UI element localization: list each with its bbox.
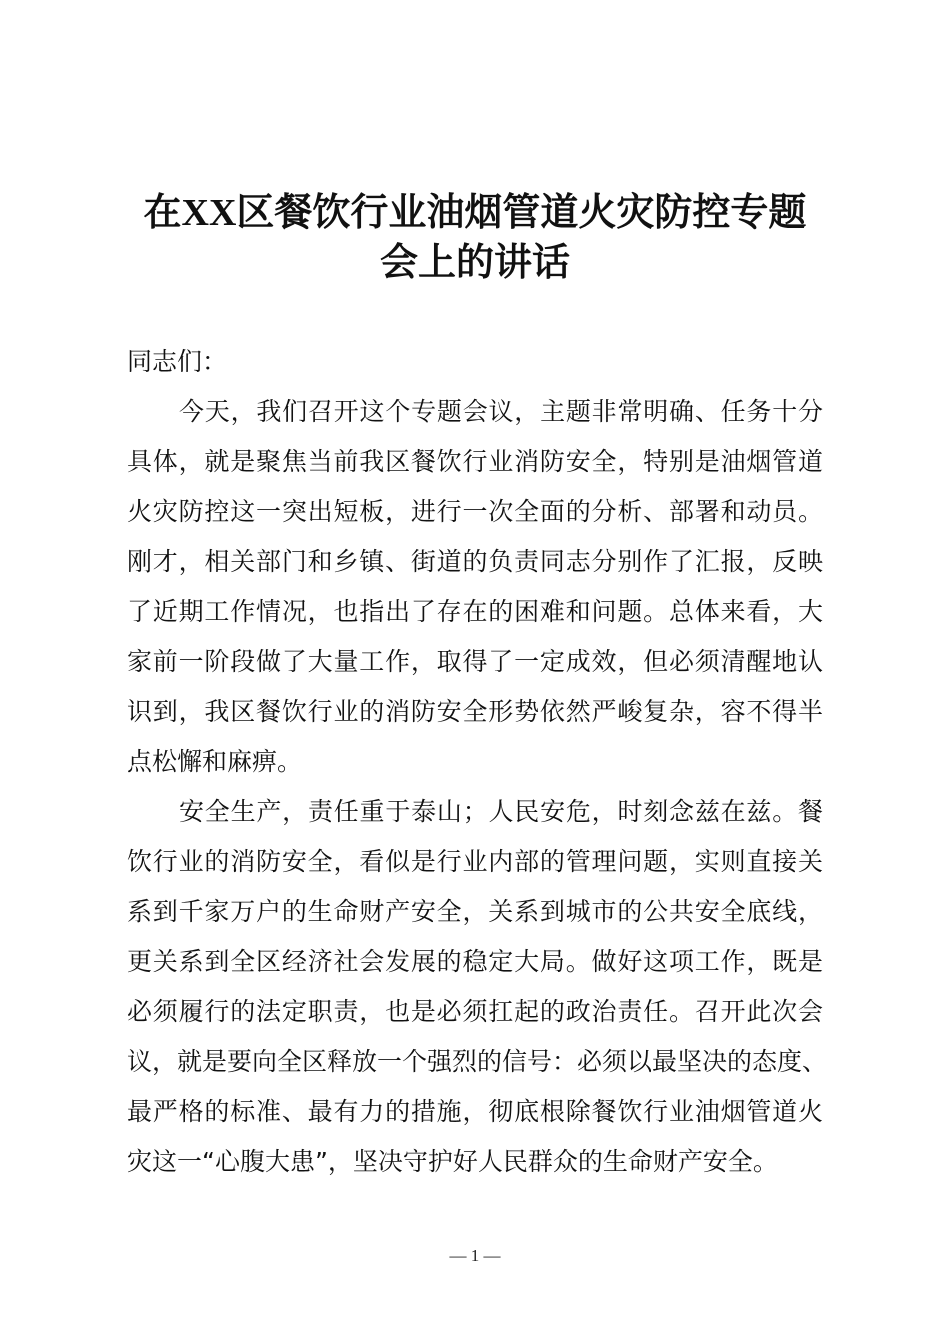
paragraph-2	[127, 787, 828, 1187]
paragraph-line: 必须履行的法定职责，也是必须扛起的政治责任。召开此次会	[127, 997, 823, 1026]
paragraph-line: 系到千家万户的生命财产安全，关系到城市的公共安全底线，	[127, 897, 823, 926]
paragraph-line: 点松懈和麻痹。	[127, 747, 303, 776]
paragraph-line: 灾这一“心腹大患”，坚决守护好人民群众的生命财产安全。	[127, 1147, 778, 1176]
document-body	[127, 337, 828, 1187]
paragraph-line: 更关系到全区经济社会发展的稳定大局。做好这项工作，既是	[127, 947, 823, 976]
title-line-1: 在XX区餐饮行业油烟管道火灾防控专题	[143, 192, 807, 234]
paragraph-line: 了近期工作情况，也指出了存在的困难和问题。总体来看，大	[127, 597, 823, 626]
paragraph-line: 家前一阶段做了大量工作，取得了一定成效，但必须清醒地认	[127, 647, 823, 676]
paragraph-line: 具体，就是聚焦当前我区餐饮行业消防安全，特别是油烟管道	[127, 447, 823, 476]
page-number: — 1 —	[449, 1246, 501, 1265]
paragraph-line: 刚才，相关部门和乡镇、街道的负责同志分别作了汇报，反映	[127, 547, 823, 576]
paragraph-line: 议，就是要向全区释放一个强烈的信号：必须以最坚决的态度、	[127, 1047, 828, 1076]
paragraph-line: 饮行业的消防安全，看似是行业内部的管理问题，实则直接关	[127, 847, 823, 876]
paragraph-1	[127, 387, 823, 787]
document-title	[120, 188, 830, 288]
title-line-2: 会上的讲话	[379, 242, 570, 284]
paragraph-line: 火灾防控这一突出短板，进行一次全面的分析、部署和动员。	[127, 497, 823, 526]
paragraph-line: 安全生产，责任重于泰山；人民安危，时刻念兹在兹。餐	[179, 797, 823, 826]
salutation: 同志们：	[127, 347, 228, 376]
paragraph-line: 识到，我区餐饮行业的消防安全形势依然严峻复杂，容不得半	[127, 697, 823, 726]
paragraph-line: 最严格的标准、最有力的措施，彻底根除餐饮行业油烟管道火	[127, 1097, 823, 1126]
paragraph-line: 今天，我们召开这个专题会议，主题非常明确、任务十分	[179, 397, 823, 426]
